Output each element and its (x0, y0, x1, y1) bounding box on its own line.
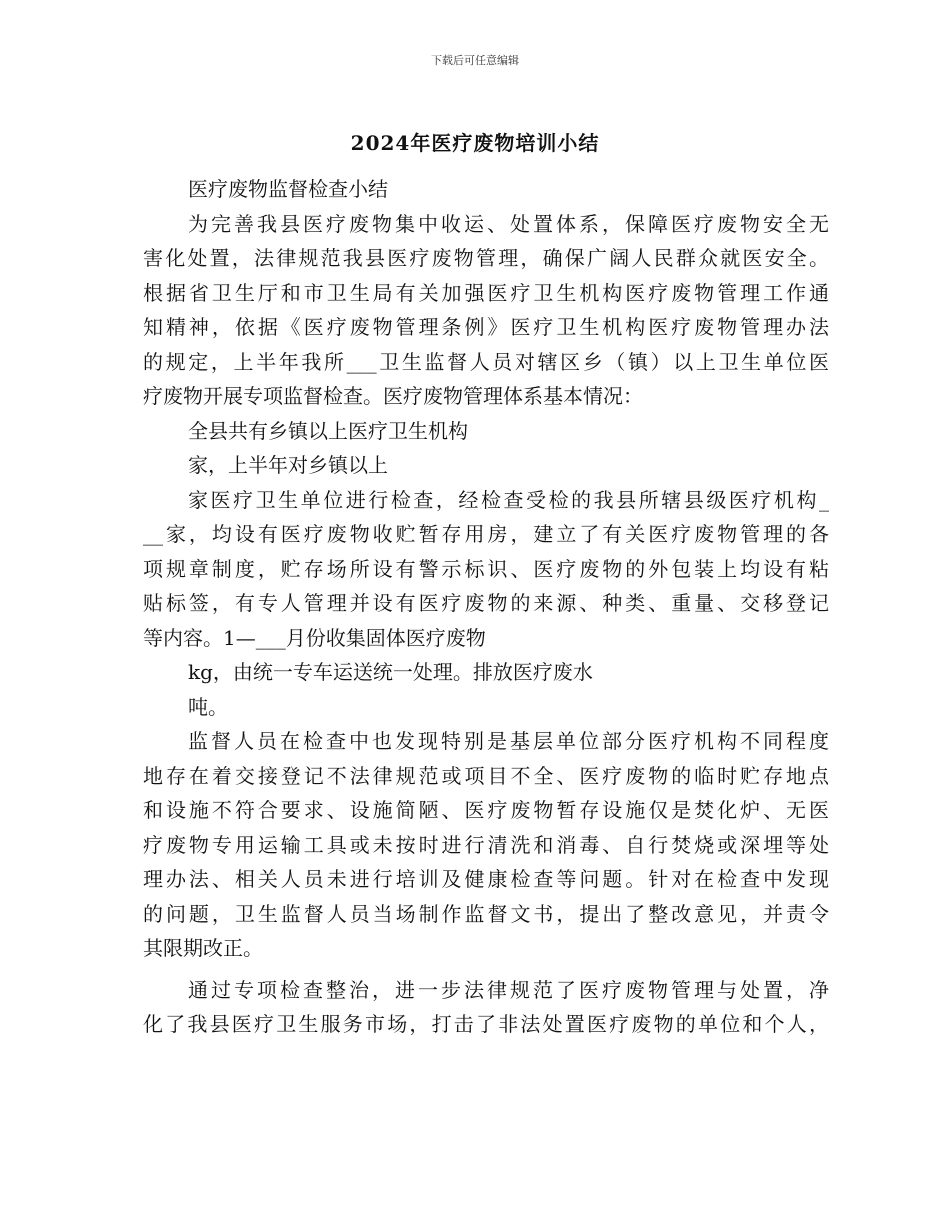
text-line: __家，均设有医疗废物收贮暂存用房，建立了有关医疗废物管理的各 (143, 522, 829, 546)
text-line: 根据省卫生厅和市卫生局有关加强医疗卫生机构医疗废物管理工作通 (143, 280, 829, 305)
text-line: 其限期改正。 (143, 936, 263, 960)
text-line: 贴标签，有专人管理并设有医疗废物的来源、种类、重量、交移登记 (143, 591, 829, 615)
text-line: 家医疗卫生单位进行检查，经检查受检的我县所辖县级医疗机构_ (188, 487, 829, 512)
text-line: 地存在着交接登记不法律规范或项目不全、医疗废物的临时贮存地点 (143, 763, 829, 788)
text-line: 等内容。1—___月份收集固体医疗废物 (143, 625, 486, 650)
text-line: 项规章制度，贮存场所设有警示标识、医疗废物的外包装上均设有粘 (143, 556, 829, 581)
header-note: 下载后可任意编辑 (431, 54, 519, 67)
text-line: 的问题，卫生监督人员当场制作监督文书，提出了整改意见，并责令 (143, 901, 829, 926)
text-line: 化了我县医疗卫生服务市场，打击了非法处置医疗废物的单位和个人， (143, 1012, 829, 1036)
text-line: 吨。 (188, 694, 228, 719)
document-body (143, 172, 829, 1042)
text-line: 疗废物专用运输工具或未按时进行清洗和消毒、自行焚烧或深埋等处 (143, 832, 829, 857)
text-line: 知精神，依据《医疗废物管理条例》医疗卫生机构医疗废物管理办法 (143, 315, 829, 339)
text-line: 家，上半年对乡镇以上 (188, 453, 388, 477)
text-line: 医疗废物监督检查小结 (188, 177, 388, 201)
paragraph-gap (143, 966, 829, 973)
text-line: 监督人员在检查中也发现特别是基层单位部分医疗机构不同程度 (188, 729, 829, 753)
text-line: 为完善我县医疗废物集中收运、处置体系，保障医疗废物安全无 (188, 211, 829, 236)
text-line: 全县共有乡镇以上医疗卫生机构 (188, 418, 468, 443)
text-line: 疗废物开展专项监督检查。医疗废物管理体系基本情况： (143, 384, 643, 408)
text-line: 和设施不符合要求、设施简陋、医疗废物暂存设施仅是焚化炉、无医 (143, 798, 829, 822)
text-line: 害化处置，法律规范我县医疗废物管理，确保广阔人民群众就医安全。 (143, 246, 829, 270)
document-title: 2024年医疗废物培训小结 (350, 131, 600, 155)
text-line: 通过专项检查整治，进一步法律规范了医疗废物管理与处置，净 (188, 977, 829, 1002)
text-line: 理办法、相关人员未进行培训及健康检查等问题。针对在检查中发现 (143, 867, 829, 891)
text-line: kg，由统一专车运送统一处理。排放医疗废水 (188, 660, 593, 684)
text-line: 的规定，上半年我所___卫生监督人员对辖区乡（镇）以上卫生单位医 (143, 349, 829, 374)
